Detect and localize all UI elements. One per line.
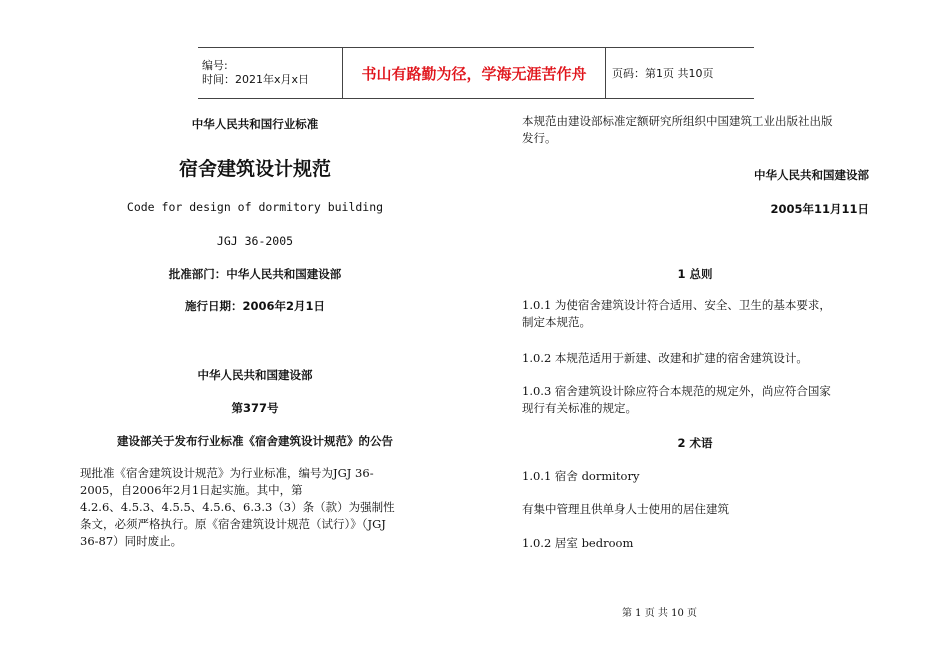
motto-text: 书山有路勤为径，学海无涯苦作舟 [361, 64, 587, 83]
approving-department: 批准部门：中华人民共和国建设部 [168, 267, 342, 281]
clause-line: 现行有关标准的规定。 [522, 401, 637, 415]
signing-date: 2005年11月11日 [770, 202, 869, 216]
notice-title: 建设部关于发布行业标准《宿舍建筑设计规范》的公告 [117, 434, 393, 448]
clause-1-0-3 [522, 383, 831, 417]
document-title: 宿舍建筑设计规范 [178, 158, 331, 180]
term-dormitory: 1.0.1 宿舍 dormitory [522, 469, 640, 483]
notice-line: 现批准《宿舍建筑设计规范》为行业标准，编号为JGJ 36- [80, 466, 374, 480]
clause-line: 制定本规范。 [522, 315, 591, 329]
time-label: 时间：2021年x月x日 [202, 73, 310, 86]
header-table [198, 47, 754, 99]
section-heading-general: 1 总则 [677, 267, 713, 281]
notice-line: 4.2.6、4.5.3、4.5.5、4.5.6、6.3.3（3）条（款）为强制性 [80, 500, 395, 514]
clause-1-0-1 [522, 297, 831, 331]
term-bedroom: 1.0.2 居室 bedroom [522, 536, 634, 550]
page-info: 页码：第1页 共10页 [612, 67, 714, 80]
standard-code: JGJ 36-2005 [216, 234, 294, 248]
order-number: 第377号 [231, 401, 279, 415]
ministry-name: 中华人民共和国建设部 [197, 368, 313, 382]
clause-line: 1.0.3 宿舍建筑设计除应符合本规范的规定外，尚应符合国家 [522, 384, 831, 398]
section-heading-terms: 2 术语 [677, 436, 713, 450]
effective-date: 施行日期：2006年2月1日 [184, 299, 325, 313]
publish-line: 发行。 [522, 131, 557, 145]
notice-line: 36-87）同时废止。 [80, 534, 183, 548]
industry-standard-label: 中华人民共和国行业标准 [191, 117, 319, 131]
publish-paragraph [522, 113, 833, 147]
notice-line: 2005，自2006年2月1日起实施。其中，第 [80, 483, 303, 497]
clause-1-0-2: 1.0.2 本规范适用于新建、改建和扩建的宿舍建筑设计。 [522, 351, 808, 365]
term-dormitory-definition: 有集中管理且供单身人士使用的居住建筑 [522, 502, 729, 516]
header-left-cell [198, 48, 342, 98]
publish-line: 本规范由建设部标准定额研究所组织中国建筑工业出版社出版 [522, 114, 833, 128]
header-page-cell [606, 48, 714, 98]
signing-ministry: 中华人民共和国建设部 [754, 168, 869, 182]
notice-paragraph [80, 465, 395, 550]
english-title: Code for design of dormitory building [126, 200, 384, 214]
number-label: 编号: [202, 59, 228, 72]
header-motto-cell [342, 48, 606, 98]
notice-line: 条文，必须严格执行。原《宿舍建筑设计规范（试行）》（JGJ [80, 517, 386, 531]
page-footer: 第 1 页 共 10 页 [622, 608, 697, 619]
clause-line: 1.0.1 为使宿舍建筑设计符合适用、安全、卫生的基本要求， [522, 298, 831, 312]
